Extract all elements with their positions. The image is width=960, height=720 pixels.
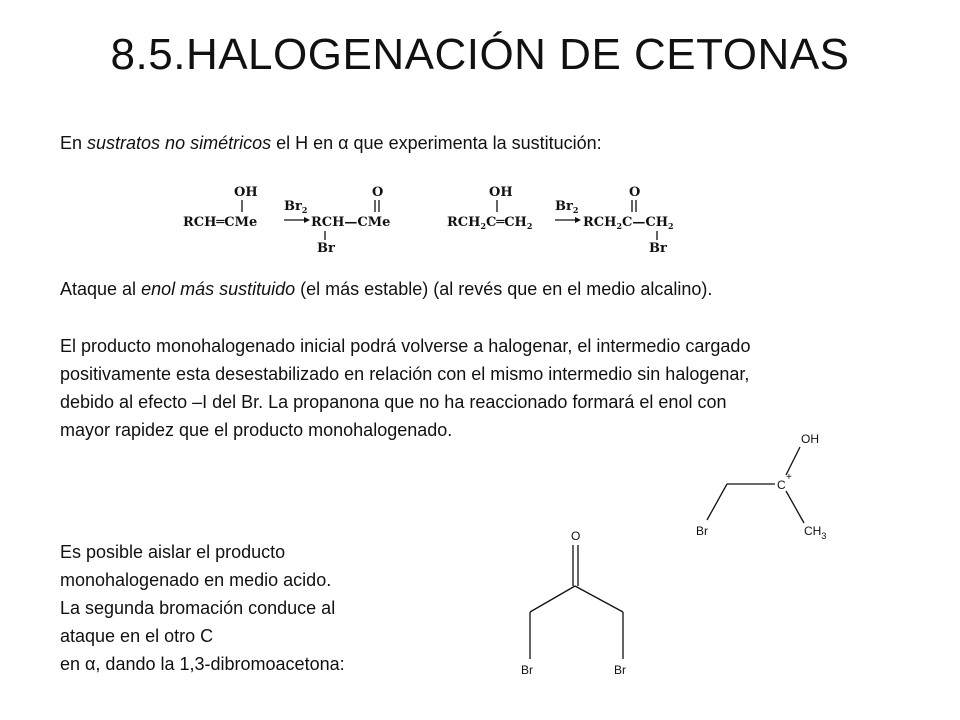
cation-c-label: C xyxy=(777,478,786,492)
p3-line-3: debido al efecto –I del Br. La propanona que no ha reaccionado formará el enol con xyxy=(60,392,727,412)
r1-reactant: RCH═CMe xyxy=(183,215,258,230)
r1-arrow-head xyxy=(304,217,310,223)
p1-text-a: En xyxy=(60,133,88,153)
r1-br-label: Br xyxy=(317,241,335,256)
reaction-scheme-2 xyxy=(445,182,695,254)
cation-oh-label: OH xyxy=(801,432,819,446)
cation-oh-bond xyxy=(786,447,800,475)
r2-arrow-head xyxy=(575,217,581,223)
p4-line-3: La segunda bromación conduce al xyxy=(60,598,336,618)
paragraph-substrates xyxy=(60,129,920,157)
r1-product: RCH—CMe xyxy=(311,215,391,230)
p2-text-a: Ataque al xyxy=(60,279,142,299)
p4-line-1: Es posible aislar el producto xyxy=(60,542,286,562)
p4-line-4: ataque en el otro C xyxy=(60,626,214,646)
dba-br-right-label: Br xyxy=(614,663,626,677)
p4-line-2: monohalogenado en medio acido. xyxy=(60,570,332,590)
r2-oh-label: OH xyxy=(489,185,513,200)
p3-line-1: El producto monohalogenado inicial podrá volverse a halogenar, el intermedio cargado xyxy=(60,336,751,356)
p1-text-c: el H en α que experimenta la sustitución: xyxy=(271,133,602,153)
r1-o-label: O xyxy=(372,185,384,200)
cation-ch3-label: $CH_3$ xyxy=(804,524,827,541)
dba-br-left-label: Br xyxy=(521,663,533,677)
dba-o-label: O xyxy=(571,529,581,543)
p2-text-c: (el más estable) (al revés que en el medio alcalino). xyxy=(295,279,713,299)
p2-emphasis: enol más sustituido xyxy=(141,279,296,299)
slide-title: 8.5.HALOGENACIÓN DE CETONAS xyxy=(110,30,850,79)
r2-o-label: O xyxy=(629,185,641,200)
paragraph-dibromination xyxy=(60,538,480,678)
p3-line-2: positivamente esta desestabilizado en relación con el mismo intermedio sin halogenar, xyxy=(60,364,750,384)
paragraph-enol xyxy=(60,275,920,303)
cation-ch2br-bond xyxy=(707,484,727,520)
r2-reactant: $RCH_2C═CH_2$ xyxy=(447,215,533,231)
r1-oh-label: OH xyxy=(234,185,258,200)
r2-br-label: Br xyxy=(649,241,667,256)
r2-product: $RCH_2C—CH_2$ xyxy=(583,215,674,231)
r2-reagent: $Br_2$ xyxy=(555,199,579,215)
p1-emphasis: sustratos no simétricos xyxy=(87,133,272,153)
cation-br-label: Br xyxy=(696,524,708,538)
r1-reagent: $Br_2$ xyxy=(284,199,308,215)
dibromoacetone-structure xyxy=(515,522,650,682)
p4-line-5: en α, dando la 1,3-dibromoacetona: xyxy=(60,654,345,674)
cation-ch3-bond xyxy=(786,491,804,523)
cation-charge: + xyxy=(786,472,792,483)
p3-line-4: mayor rapidez que el producto monohalogenado. xyxy=(60,420,453,440)
reaction-scheme-1 xyxy=(180,182,430,254)
carbocation-structure xyxy=(690,425,850,550)
dba-right-bond xyxy=(575,586,623,612)
dba-left-bond xyxy=(530,586,575,612)
